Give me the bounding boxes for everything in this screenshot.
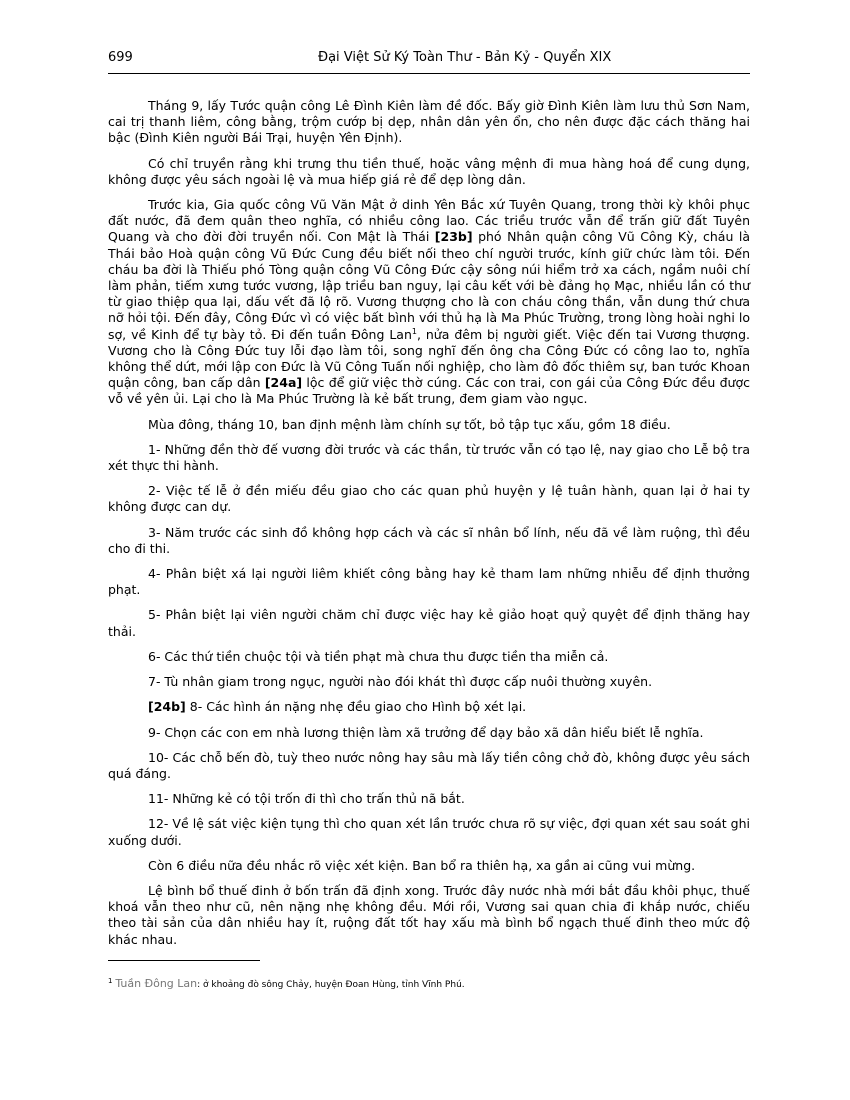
list-item: 10- Các chỗ bến đò, tuỳ theo nước nông hay sâu mà lấy tiền công chở đò, không được yêu sách quá đáng. xyxy=(108,749,750,781)
list-item: 11- Những kẻ có tội trốn đi thì cho trấn thủ nã bắt. xyxy=(148,791,465,807)
list-item: 5- Phân biệt lại viên người chăm chỉ được việc hay kẻ giảo hoạt quỷ quyệt để định thăng hay thải. xyxy=(108,607,750,639)
text-run: phó Nhân quận công Vũ Công Kỳ, cháu là Thái bảo Hoà quận công Vũ Đức Cung đều biết nối theo chí người trước, kính giữ chức làm tôi. Đến cháu ba đời là Thiếu phó Tòng quận công Vũ Công Đức cậy sông núi hiểm trở xa cách, ngầm nuôi chí làm phản, tiếm xưng tước vương, lập triều ban nguy, lại câu kết với bè đảng họ Mạc, nhiều lần có thư từ giao thiệp qua lại, dấu vết đã lộ rõ. Vương thượng cho là con cháu công thần, vẫn dung thứ chưa nỡ hỏi tội. Đến đây, Công Đức vì có việc bất bình với thủ hạ là Ma Phúc Trường, trong lòng hoài nghi lo sợ, về Kinh để tự bày tỏ. Đi đến tuần Đông Lan xyxy=(108,229,750,342)
paragraph: Tháng 9, lấy Tước quận công Lê Đình Kiên làm đề đốc. Bấy giờ Đình Kiên làm lưu thủ Sơn Nam, cai trị thanh liêm, công bằng, trộm cướp bị dẹp, nhân dân yên ổn, cho nên được đặc cách thăng hai bậc (Đình Kiên người Bái Trại, huyện Yên Định). xyxy=(108,98,750,146)
paragraph: Mùa đông, tháng 10, ban định mệnh làm chính sự tốt, bỏ tập tục xấu, gồm 18 điều. xyxy=(148,416,671,432)
footnote xyxy=(108,977,750,990)
footnote-text: : ở khoảng đò sông Chảy, huyện Đoan Hùng, tỉnh Vĩnh Phú. xyxy=(197,980,465,990)
list-item: 9- Chọn các con em nhà lương thiện làm xã trưởng để dạy bảo xã dân hiểu biết lễ nghĩa. xyxy=(148,724,704,740)
body-text xyxy=(108,98,750,957)
list-item: 3- Năm trước các sinh đồ không hợp cách và các sĩ nhân bổ lính, nếu đã về làm ruộng, thì đều cho đi thi. xyxy=(108,524,750,556)
page-number: 699 xyxy=(108,50,133,65)
folio-marker: [24b] xyxy=(148,699,186,715)
list-item: 4- Phân biệt xá lại người liêm khiết công bằng hay kẻ tham lam những nhiễu để định thưởng phạt. xyxy=(108,566,750,598)
list-item: 12- Về lệ sát việc kiện tụng thì cho quan xét lần trước chưa rõ sự việc, đợi quan xét sau soát ghi xuống dưới. xyxy=(108,816,750,848)
text-run: 8- Các hình án nặng nhẹ đều giao cho Hình bộ xét lại. xyxy=(185,699,527,715)
list-item xyxy=(108,699,750,715)
header-rule xyxy=(108,73,750,74)
text-run: Trước kia, Gia quốc công Vũ Văn Mật ở dinh Yên Bắc xứ Tuyên Quang, trong thời kỳ khôi phục đất nước, đã đem quân theo nghĩa, có nhiều công lao. Các triều trước vẫn để trấn giữ đất Tuyên Quang và cho đời đời truyền nối. Con Mật là Thái xyxy=(108,197,750,245)
footnote-term: Tuần Đông Lan xyxy=(115,977,198,990)
text-run: lộc để giữ việc thờ cúng. Các con trai, con gái của Công Đức đều được vỗ về yên ủi. Lại cho là Ma Phúc Trường là kẻ bất trung, đem giam vào ngục. xyxy=(108,375,750,407)
paragraph xyxy=(108,197,750,408)
paragraph: Còn 6 điều nữa đều nhắc rõ việc xét kiện. Ban bổ ra thiên hạ, xa gần ai cũng vui mừng. xyxy=(148,857,696,873)
footnote-rule xyxy=(108,960,260,961)
folio-marker: [23b] xyxy=(434,229,473,245)
paragraph: Lệ bình bổ thuế đinh ở bốn trấn đã định xong. Trước đây nước nhà mới bắt đầu khôi phục, thuế khoá vẫn theo như cũ, nên nặng nhẹ không đều. Mới rồi, Vương sai quan chia đi khắp nước, chiếu theo tài sản của dân nhiều hay ít, ruộng đất tốt hay xấu mà bình bổ ngạch thuế đinh theo mức độ khác nhau. xyxy=(108,882,750,947)
list-item: 7- Tù nhân giam trong ngục, người nào đói khát thì được cấp nuôi thường xuyên. xyxy=(148,674,653,690)
paragraph: Có chỉ truyền rằng khi trưng thu tiền thuế, hoặc vâng mệnh đi mua hàng hoá để cung dụng, không được yêu sách ngoài lệ và mua hiếp giá rẻ để dẹp lòng dân. xyxy=(108,155,750,187)
running-title: Đại Việt Sử Ký Toàn Thư - Bản Kỷ - Quyển XIX xyxy=(318,50,612,65)
list-item: 6- Các thứ tiền chuộc tội và tiền phạt mà chưa thu được tiền tha miễn cả. xyxy=(148,648,609,664)
list-item: 2- Việc tế lễ ở đền miếu đều giao cho các quan phủ huyện y lệ tuân hành, quan lại ở hai ty không được can dự. xyxy=(108,483,750,515)
folio-marker: [24a] xyxy=(264,375,303,391)
running-header xyxy=(108,50,750,72)
footnote-number: 1 xyxy=(108,977,113,985)
footnote-reference: 1 xyxy=(411,326,417,336)
list-item: 1- Những đền thờ đế vương đời trước và các thần, từ trước vẫn có tạo lệ, nay giao cho Lễ bộ tra xét thực thi hành. xyxy=(108,441,750,474)
text-run: , nửa đêm bị người giết. Việc đến tai Vương thượng. Vương cho là Công Đức tuy lỗi đạo làm tôi, song nghĩ đến ông cha Công Đức có công lao to, nghĩa không thể dứt, mới lập con Đức là Vũ Công Tuấn nối nghiệp, cho làm đô đốc thiêm sự, ban tước Khoan quận công, ban cấp dân xyxy=(108,326,751,391)
